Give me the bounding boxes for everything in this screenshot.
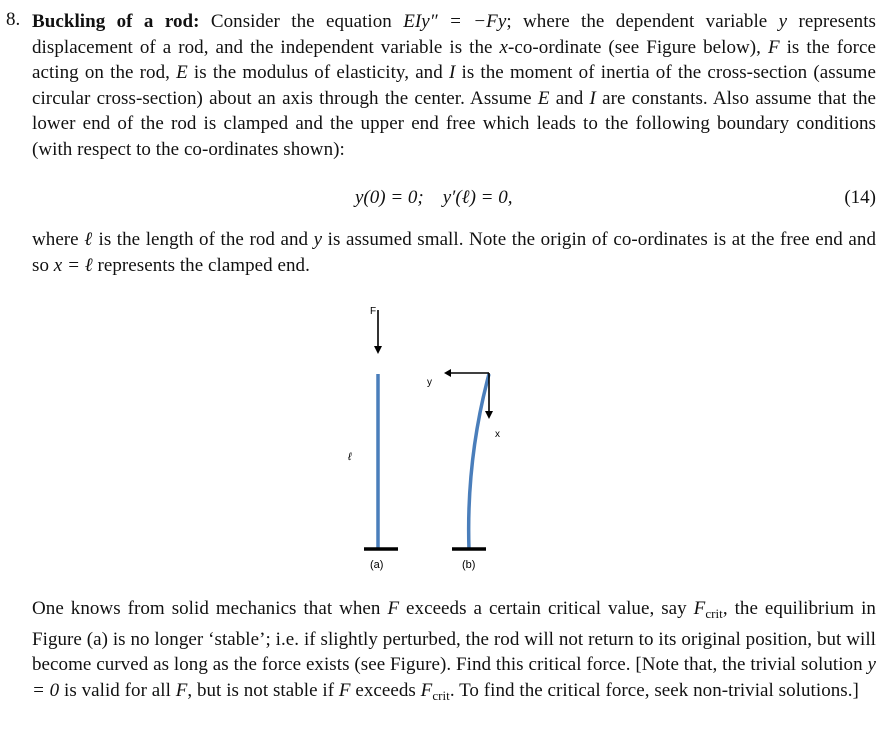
bc-left: y(0) = 0; [355, 187, 424, 208]
force-label: F [370, 306, 377, 317]
closing-text: One knows from solid mechanics that when F exceeds a certain critical value, say $F_{crit}$, the equilibrium in Figure (a) is no longer ‘stable’; i.e. if slightly perturbed, the rod will not return to its original position, but will become curved as long as the force exists (see Figure). Find this critical force. [Note that, the trivial solution y = 0 is valid for all F, but is not stable if F exceeds $F_{crit}$. To find the critical force, seek non-trivial solutions.] [32, 598, 876, 703]
caption-b: (b) [462, 559, 476, 571]
boundary-conditions-equation [0, 187, 876, 215]
caption-a: (a) [370, 559, 384, 571]
y-axis-label: y [427, 377, 432, 388]
x-axis-label: x [495, 429, 500, 440]
bc-right: y′(ℓ) = 0, [442, 187, 513, 208]
rod-buckling-figure [320, 290, 540, 580]
problem-intro: Buckling of a rod: Consider the equation EIy″ = −Fy; where the dependent variable y represents displacement of a rod, and the independent variable is the x-co-ordinate (see Figure below), F is the force acting on the rod, E is the modulus of elasticity, and I is the moment of inertia of the cross-section (assume circular cross-section) about an axis through the center. Assume E and I are constants. Also assume that the lower end of the rod is clamped and the upper end free which leads to the following boundary conditions (with respect to the co-ordinates shown): [32, 11, 876, 160]
problem-title: Buckling of a rod: [32, 11, 200, 32]
length-label: ℓ [348, 451, 352, 463]
governing-equation: EIy″ = −Fy [403, 11, 507, 32]
after-equation-text: where ℓ is the length of the rod and y is assumed small. Note the origin of co-ordinates is at the free end and so x = ℓ represents the clamped end. [32, 229, 876, 276]
problem-number: 8. [6, 9, 21, 30]
buckled-rod [469, 374, 489, 550]
equation-number: (14) [844, 187, 876, 208]
